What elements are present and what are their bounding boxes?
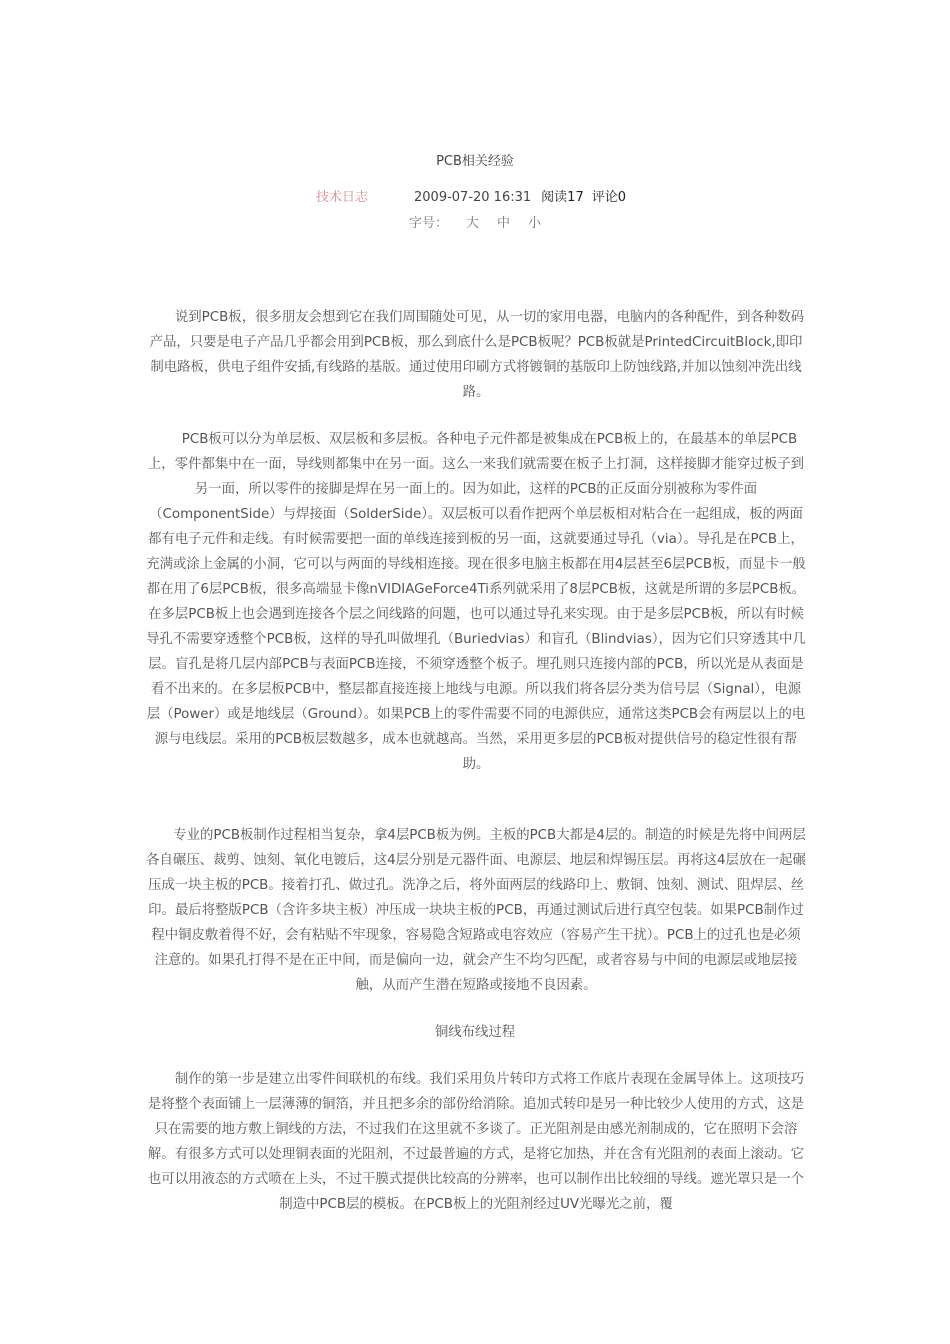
- article-paragraph-1: [145, 305, 807, 405]
- category-link[interactable]: 技术日志: [315, 190, 368, 205]
- paragraph-text: 专业的PCB板制作过程相当复杂，拿4层PCB板为例。主板的PCB大都是4层的。制造的时候是先将中间两层各自碾压、裁剪、蚀刻、氧化电镀后，这4层分别是元器件面、电源层、地层和焊锡压层。再将这4层放在一起碾压成一块主板的PCB。接着打孔、做过孔。洗净之后，将外面两层的线路印上、敷铜、蚀刻、测试、阻焊层、丝印。最后将整版PCB（含许多块主板）冲压成一块块主板的PCB，再通过测试后进行真空包装。如果PCB制作过程中铜皮敷着得不好，会有粘贴不牢现象，容易隐含短路或电容效应（容易产生干扰）。PCB上的过孔也是必须注意的。如果孔打得不是在正中间，而是偏向一边，就会产生不均匀匹配，或者容易与中间的电源层或地层接触，从而产生潜在短路或接地不良因素。: [146, 828, 806, 993]
- paragraph-text: 说到PCB板，很多朋友会想到它在我们周围随处可见，从一切的家用电器，电脑内的各种配件，到各种数码产品，只要是电子产品几乎都会用到PCB板，那么到底什么是PCB板呢？PCB板就是PrintedCircuitBlock,即印制电路板，供电子组件安插,有线路的基版。通过使用印刷方式将镀铜的基版印上防蚀线路,并加以蚀刻冲洗出线路。: [149, 310, 805, 400]
- article-paragraph-2: [145, 427, 807, 777]
- read-label: 阅读: [541, 190, 568, 205]
- article-title: PCB相关经验: [436, 154, 514, 169]
- font-size-large-button[interactable]: 大: [465, 216, 479, 231]
- article-meta: [0, 188, 950, 208]
- article-paragraph-3: [145, 823, 807, 998]
- comment-stat[interactable]: [592, 190, 626, 205]
- read-count: 17: [567, 190, 584, 205]
- paragraph-text: PCB板可以分为单层板、双层板和多层板。各种电子元件都是被集成在PCB板上的，在最基本的单层PCB上，零件都集中在一面，导线则都集中在另一面。这么一来我们就需要在板子上打洞，这样接脚才能穿过板子到另一面，所以零件的接脚是焊在另一面上的。因为如此，这样的PCB的正反面分别被称为零件面（ComponentSide）与焊接面（SolderSide）。双层板可以看作把两个单层板相对粘合在一起组成，板的两面都有电子元件和走线。有时候需要把一面的单线连接到板的另一面，这就要通过导孔（via）。导孔是在PCB上，充满或涂上金属的小洞，它可以与两面的导线相连接。现在很多电脑主板都在用4层甚至6层PCB板，而显卡一般都在用了6层PCB板，很多高端显卡像nVIDIAGeForce4Ti系列就采用了8层PCB板，这就是所谓的多层PCB板。在多层PCB板上也会遇到连接各个层之间线路的问题，也可以通过导孔来实现。由于是多层PCB板，所以有时候导孔不需要穿透整个PCB板，这样的导孔叫做埋孔（Buriedvias）和盲孔（Blindvias），因为它们只穿透其中几层。盲孔是将几层内部PCB与表面PCB连接，不须穿透整个板子。埋孔则只连接内部的PCB，所以光是从表面是看不出来的。在多层板PCB中，整层都直接连接上地线与电源。所以我们将各层分类为信号层（Signal），电源层（Power）或是地线层（Ground）。如果PCB上的零件需要不同的电源供应，通常这类PCB会有两层以上的电源与电线层。采用的PCB板层数越多，成本也就越高。当然，采用更多层的PCB板对提供信号的稳定性很有帮助。: [146, 432, 806, 772]
- section-heading: 铜线布线过程: [434, 1025, 516, 1040]
- font-size-small-button[interactable]: 小: [528, 216, 542, 231]
- read-stat: [541, 190, 584, 205]
- font-size-selector: [0, 214, 950, 234]
- paragraph-text: 制作的第一步是建立出零件间联机的布线。我们采用负片转印方式将工作底片表现在金属导体上。这项技巧是将整个表面铺上一层薄薄的铜箔，并且把多余的部份给消除。追加式转印是另一种比较少人使用的方式，这是只在需要的地方敷上铜线的方法，不过我们在这里就不多谈了。正光阻剂是由感光剂制成的，它在照明下会溶解。有很多方式可以处理铜表面的光阻剂，不过最普遍的方式，是将它加热，并在含有光阻剂的表面上滚动。它也可以用液态的方式喷在上头，不过干膜式提供比较高的分辨率，也可以制作出比较细的导线。遮光罩只是一个制造中PCB层的模板。在PCB板上的光阻剂经过UV光曝光之前，覆: [147, 1072, 805, 1212]
- font-size-medium-button[interactable]: 中: [497, 216, 511, 231]
- article-paragraph-4: [145, 1067, 807, 1217]
- font-size-label: 字号：: [408, 216, 448, 231]
- comment-count: 0: [617, 190, 627, 205]
- post-date: 2009-07-20 16:31: [414, 190, 532, 205]
- comment-label: 评论: [591, 190, 618, 205]
